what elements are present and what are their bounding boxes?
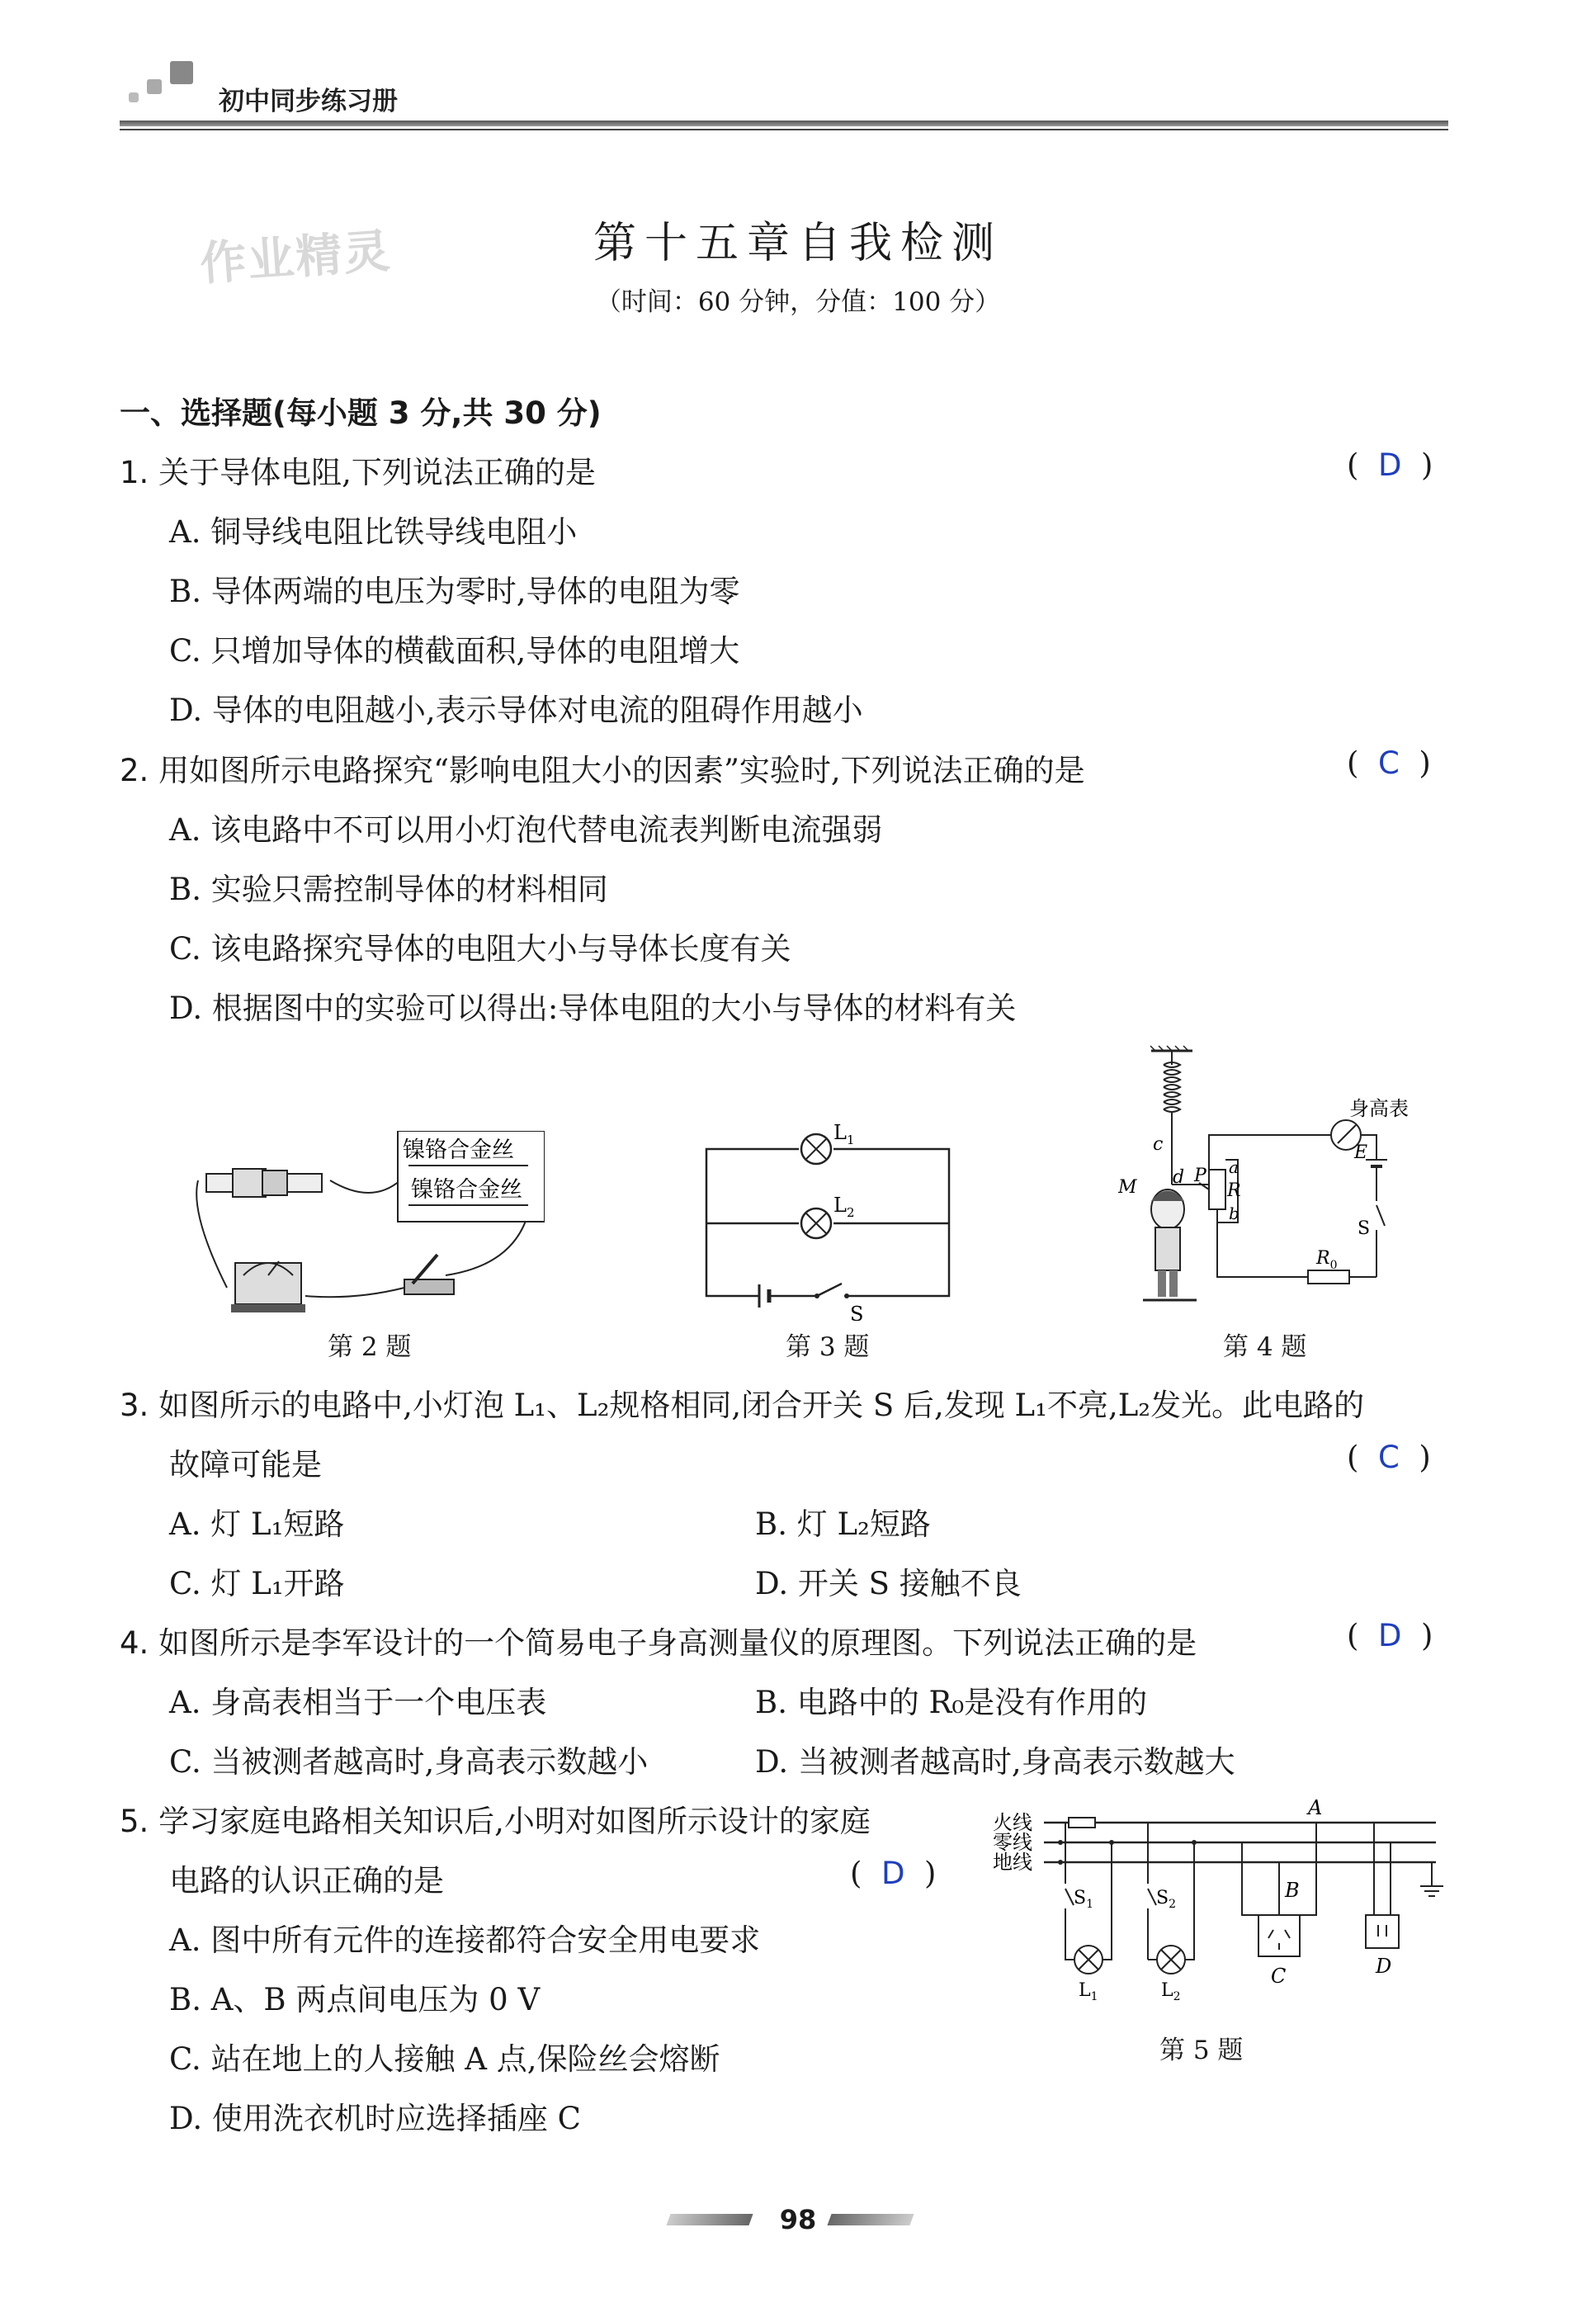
question-number: 1. [120, 455, 149, 490]
label-p: P [1194, 1166, 1206, 1186]
question-stem: 用如图所示电路探究“影响电阻大小的因素”实验时,下列说法正确的是 [158, 753, 1085, 788]
option: B. A、B 两点间电压为 0 V [169, 1982, 541, 2017]
option: D. 当被测者越高时,身高表示数越大 [755, 1744, 1235, 1780]
option: D. 开关 S 接触不良 [755, 1566, 1022, 1601]
question-number: 4. [120, 1625, 149, 1661]
page-number: 98 [779, 2204, 817, 2235]
question-stem-continued: 故障可能是 [169, 1447, 322, 1483]
answer-box: ( D ) [1347, 1618, 1433, 1653]
question-number: 2. [120, 753, 149, 788]
lamp-l1: $L_1$ [1079, 1980, 1098, 2003]
label-a: a [1229, 1157, 1239, 1177]
option: A. 图中所有元件的连接都符合安全用电要求 [169, 1922, 761, 1958]
option: A. 身高表相当于一个电压表 [169, 1685, 547, 1720]
switch-label: S [850, 1303, 864, 1321]
question-stem: 关于导体电阻,下列说法正确的是 [158, 455, 596, 490]
question-stem-continued: 电路的认识正确的是 [169, 1863, 444, 1899]
figure-4-caption: 第 4 题 [1223, 1332, 1307, 1362]
lamp-l2: $L_2$ [1161, 1980, 1181, 2003]
socket-c: C [1271, 1965, 1287, 1988]
question-stem: 学习家庭电路相关知识后,小明对如图所示设计的家庭 [158, 1804, 871, 1839]
lamp-label-l1: $L_1$ [833, 1123, 855, 1147]
header-rule [120, 121, 1448, 126]
label-r0: $R_0$ [1316, 1248, 1338, 1272]
answer-letter: C [1377, 1440, 1400, 1475]
question-number: 3. [120, 1388, 149, 1423]
option: D. 使用洗衣机时应选择插座 C [169, 2101, 581, 2136]
answer-letter: D [881, 1856, 905, 1891]
answer-letter: D [1377, 1618, 1402, 1653]
question-2 [120, 745, 1085, 790]
label-e: E [1354, 1142, 1368, 1163]
book-title: 初中同步练习册 [219, 87, 398, 116]
answer-box: ( D ) [1347, 447, 1433, 483]
question-stem: 如图所示的电路中,小灯泡 L₁、L₂规格相同,闭合开关 S 后,发现 L₁不亮,L₂发光。此电路的 [158, 1388, 1365, 1423]
option: C. 该电路探究导体的电阻大小与导体长度有关 [169, 931, 791, 967]
switch-s2: $S_2$ [1156, 1888, 1176, 1911]
figure-3-circuit [693, 1123, 957, 1321]
header-rule-thin [120, 129, 1448, 130]
page-footer-decoration-right [827, 2214, 914, 2225]
header-decoration [170, 61, 193, 84]
option: A. 该电路中不可以用小灯泡代替电流表判断电流强弱 [169, 812, 883, 848]
label-c: c [1153, 1134, 1164, 1155]
option: A. 灯 L₁短路 [169, 1506, 345, 1542]
figure-5-household-circuit [986, 1791, 1448, 2031]
option: C. 当被测者越高时,身高表示数越小 [169, 1744, 649, 1780]
watermark: 作业精灵 [198, 224, 394, 292]
answer-letter: D [1377, 447, 1402, 483]
label-d: d [1173, 1167, 1185, 1188]
figure-3-caption: 第 3 题 [786, 1332, 870, 1362]
label-m: M [1118, 1177, 1137, 1198]
wire-label-2: 镍铬合金丝 [411, 1177, 522, 1203]
option: C. 只增加导体的横截面积,导体的电阻增大 [169, 633, 740, 669]
question-4 [120, 1618, 1197, 1662]
answer-box: ( C ) [1347, 745, 1431, 781]
point-b: B [1285, 1879, 1300, 1902]
switch-s1: $S_1$ [1074, 1888, 1093, 1911]
section-heading: 一、选择题(每小题 3 分,共 30 分) [120, 395, 602, 431]
line-label-live: 火线 [993, 1811, 1032, 1834]
option: B. 灯 L₂短路 [755, 1506, 931, 1542]
option: C. 站在地上的人接触 A 点,保险丝会熔断 [169, 2041, 720, 2077]
option: B. 导体两端的电压为零时,导体的电阻为零 [169, 574, 740, 609]
line-label-neutral: 零线 [993, 1831, 1032, 1854]
meter-label: 身高表 [1349, 1097, 1409, 1120]
chapter-title: 第十五章自我检测 [593, 219, 1003, 268]
figure-5-caption: 第 5 题 [1159, 2036, 1244, 2065]
option: D. 根据图中的实验可以得出:导体电阻的大小与导体的材料有关 [169, 991, 1017, 1026]
question-number: 5. [120, 1804, 149, 1839]
option: A. 铜导线电阻比铁导线电阻小 [169, 514, 578, 550]
figure-2-circuit [182, 1131, 545, 1329]
question-3 [120, 1380, 1364, 1425]
figure-2-caption: 第 2 题 [328, 1332, 412, 1362]
question-5 [120, 1796, 871, 1841]
option: B. 实验只需控制导体的材料相同 [169, 872, 608, 907]
question-stem: 如图所示是李军设计的一个简易电子身高测量仪的原理图。下列说法正确的是 [158, 1625, 1197, 1661]
label-b: b [1229, 1204, 1239, 1223]
header-decoration-small [147, 79, 162, 94]
question-1 [120, 447, 596, 492]
header-decoration-tiny [129, 92, 139, 102]
lamp-label-l2: $L_2$ [833, 1194, 855, 1220]
wire-label-1: 镍铬合金丝 [403, 1137, 514, 1163]
point-a: A [1308, 1796, 1323, 1819]
label-s: S [1358, 1218, 1371, 1239]
exam-subtitle: （时间：60 分钟，分值：100 分） [595, 287, 1001, 317]
answer-letter: C [1377, 745, 1400, 781]
figure-4-circuit [1118, 1044, 1432, 1325]
option: C. 灯 L₁开路 [169, 1566, 345, 1601]
option: D. 导体的电阻越小,表示导体对电流的阻碍作用越小 [169, 693, 863, 728]
option: B. 电路中的 R₀是没有作用的 [755, 1685, 1148, 1720]
line-label-ground: 地线 [993, 1851, 1032, 1874]
answer-box: ( C ) [1347, 1440, 1431, 1475]
socket-d: D [1376, 1955, 1392, 1978]
label-r: R [1227, 1180, 1241, 1201]
answer-box: ( D ) [850, 1856, 937, 1891]
